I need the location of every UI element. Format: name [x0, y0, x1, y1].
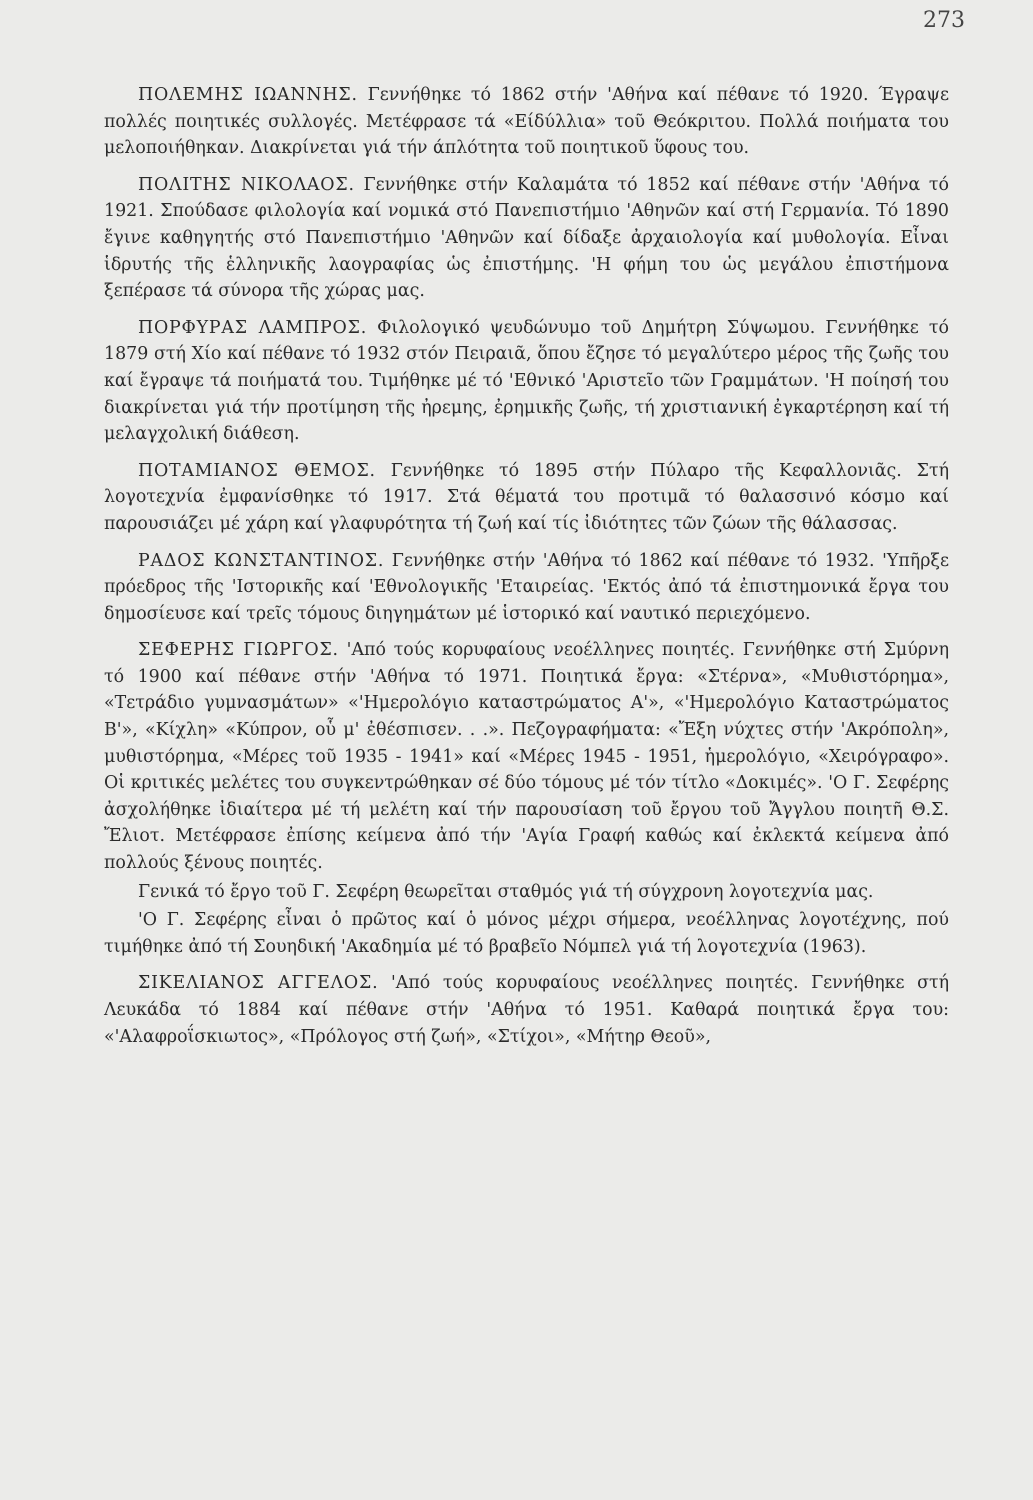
entry-name: ΠΟΛΙΤΗΣ ΝΙΚΟΛΑΟΣ. [138, 174, 355, 195]
entry-paragraph [104, 315, 949, 448]
page-number: 273 [923, 8, 965, 33]
biography-entry [104, 970, 949, 1050]
entry-paragraph [104, 548, 949, 628]
entry-paragraph [104, 172, 949, 305]
entry-text: 'Ο Γ. Σεφέρης εἶναι ὁ πρῶτος καί ὁ μόνος μέχρι σήμερα, νεοέλληνας λογοτέχνης, πού τιμήθηκε ἀπό τή Σουηδική 'Ακαδημία μέ τό βραβεῖο Νόμπελ γιά τή λογοτεχνία (1963). [104, 910, 949, 957]
entry-text: 'Από τούς κορυφαίους νεοέλληνες ποιητές. Γεννήθηκε στή Λευκάδα τό 1884 καί πέθανε στήν 'Αθήνα τό 1951. Καθαρά ποιητικά ἔργα του: «'Αλαφροΐσκιωτος», «Πρόλογος στή ζωή», «Στίχοι», «Μήτηρ Θεοῦ», [104, 973, 949, 1047]
biography-entry [104, 82, 949, 162]
entry-name: ΠΟΡΦΥΡΑΣ ΛΑΜΠΡΟΣ. [138, 317, 368, 338]
entry-paragraph [104, 970, 949, 1050]
entry-text: Γενικά τό ἔργο τοῦ Γ. Σεφέρη θεωρεῖται σταθμός γιά τή σύγχρονη λογοτεχνία μας. [138, 881, 874, 902]
entry-paragraph [104, 637, 949, 876]
entry-name: ΠΟΤΑΜΙΑΝΟΣ ΘΕΜΟΣ. [138, 460, 376, 481]
entry-text: 'Από τούς κορυφαίους νεοέλληνες ποιητές. Γεννήθηκε στή Σμύρνη τό 1900 καί πέθανε στήν 'Αθήνα τό 1971. Ποιητικά ἔργα: «Στέρνα», «Μυθιστόρημα», «Τετράδιο γυμνασμάτων» «'Ημερολόγιο καταστρώματος Α'», «'Ημερολόγιο Καταστρώματος Β'», «Κίχλη» «Κύπρον, οὗ μ' ἐθέσπισεν. . .». Πεζογραφήματα: «Ἔξη νύχτες στήν 'Ακρόπολη», μυθιστόρημα, «Μέρες τοῦ 1935 - 1941» καί «Μέρες 1945 - 1951, ἡμερολόγιο, «Χειρόγραφο». Οἱ κριτικές μελέτες του συγκεντρώθηκαν σέ δύο τόμους μέ τόν τίτλο «Δοκιμές». 'Ο Γ. Σεφέρης ἀσχολήθηκε ἰδιαίτερα μέ τή μελέτη καί τήν παρουσίαση τοῦ ἔργου τοῦ Ἄγγλου ποιητῆ Θ.Σ. Ἔλιοτ. Μετέφρασε ἐπίσης κείμενα ἀπό τήν 'Αγία Γραφή καθώς καί ἐκλεκτά κείμενα ἀπό πολλούς ξένους ποιητές. [104, 640, 949, 874]
entry-text: Γεννήθηκε στήν Καλαμάτα τό 1852 καί πέθανε στήν 'Αθήνα τό 1921. Σπούδασε φιλολογία καί νομικά στό Πανεπιστήμιο 'Αθηνῶν καί στή Γερμανία. Τό 1890 ἔγινε καθηγητής στό Πανεπιστήμιο 'Αθηνῶν καί δίδαξε ἀρχαιολογία καί μυθολογία. Εἶναι ἱδρυτής τῆς ἑλληνικῆς λαογραφίας ὡς ἐπιστήμης. 'Η φήμη του ὡς μεγάλου ἐπιστήμονα ξεπέρασε τά σύνορα τῆς χώρας μας. [104, 174, 950, 302]
entry-text: Γεννήθηκε τό 1895 στήν Πύλαρο τῆς Κεφαλλονιᾶς. Στή λογοτεχνία ἐμφανίσθηκε τό 1917. Στά θέματά του προτιμᾶ τό θαλασσινό κόσμο καί παρουσιάζει μέ χάρη καί γλαφυρότητα τή ζωή καί τίς ἰδιότητες τῶν ζώων τῆς θάλασσας. [104, 460, 949, 534]
entry-name: ΣΕΦΕΡΗΣ ΓΙΩΡΓΟΣ. [138, 640, 339, 661]
entry-text: Γεννήθηκε στήν 'Αθήνα τό 1862 καί πέθανε τό 1932. 'Υπῆρξε πρόεδρος τῆς 'Ιστορικῆς καί 'Εθνολογικῆς 'Εταιρείας. 'Εκτός ἀπό τά ἐπιστημονικά ἔργα του δημοσίευσε καί τρεῖς τόμους διηγημάτων μέ ἱστορικό καί ναυτικό περιεχόμενο. [104, 550, 950, 624]
entry-name: ΡΑΔΟΣ ΚΩΝΣΤΑΝΤΙΝΟΣ. [138, 550, 385, 571]
entry-text: Φιλολογικό ψευδώνυμο τοῦ Δημήτρη Σύψωμου. Γεννήθηκε τό 1879 στή Χίο καί πέθανε τό 1932 στόν Πειραιᾶ, ὅπου ἔζησε τό μεγαλύτερο μέρος τῆς ζωῆς του καί ἔγραψε τά ποιήματά του. Τιμήθηκε μέ τό 'Εθνικό 'Αριστεῖο τῶν Γραμμάτων. 'Η ποίησή του διακρίνεται γιά τήν προτίμηση τῆς ἠρεμης, ἐρημικῆς ζωῆς, τή χριστιανική ἐγκαρτέρηση καί τή μελαγχολική διάθεση. [104, 317, 950, 445]
biography-entry [104, 458, 949, 538]
entry-paragraph [104, 458, 949, 538]
entry-paragraph [104, 907, 949, 960]
entries-list [104, 82, 949, 1060]
biography-entry [104, 548, 949, 628]
entry-paragraph [104, 82, 949, 162]
biography-entry [104, 315, 949, 448]
entry-paragraph [104, 879, 949, 906]
entry-text: Γεννήθηκε τό 1862 στήν 'Αθήνα καί πέθανε τό 1920. Έγραψε πολλές ποιητικές συλλογές. Μετέφρασε τά «Είδύλλια» τοῦ Θεόκριτου. Πολλά ποιήματα του μελοποιήθηκαν. Διακρίνεται γιά τήν άπλότητα τοῦ ποιητικοῦ ὕφους του. [104, 85, 950, 159]
entry-name: ΠΟΛΕΜΗΣ ΙΩΑΝΝΗΣ. [138, 85, 358, 105]
biography-entry [104, 172, 949, 305]
entry-name: ΣΙΚΕΛΙΑΝΟΣ ΑΓΓΕΛΟΣ. [138, 973, 379, 994]
biography-entry [104, 637, 949, 960]
